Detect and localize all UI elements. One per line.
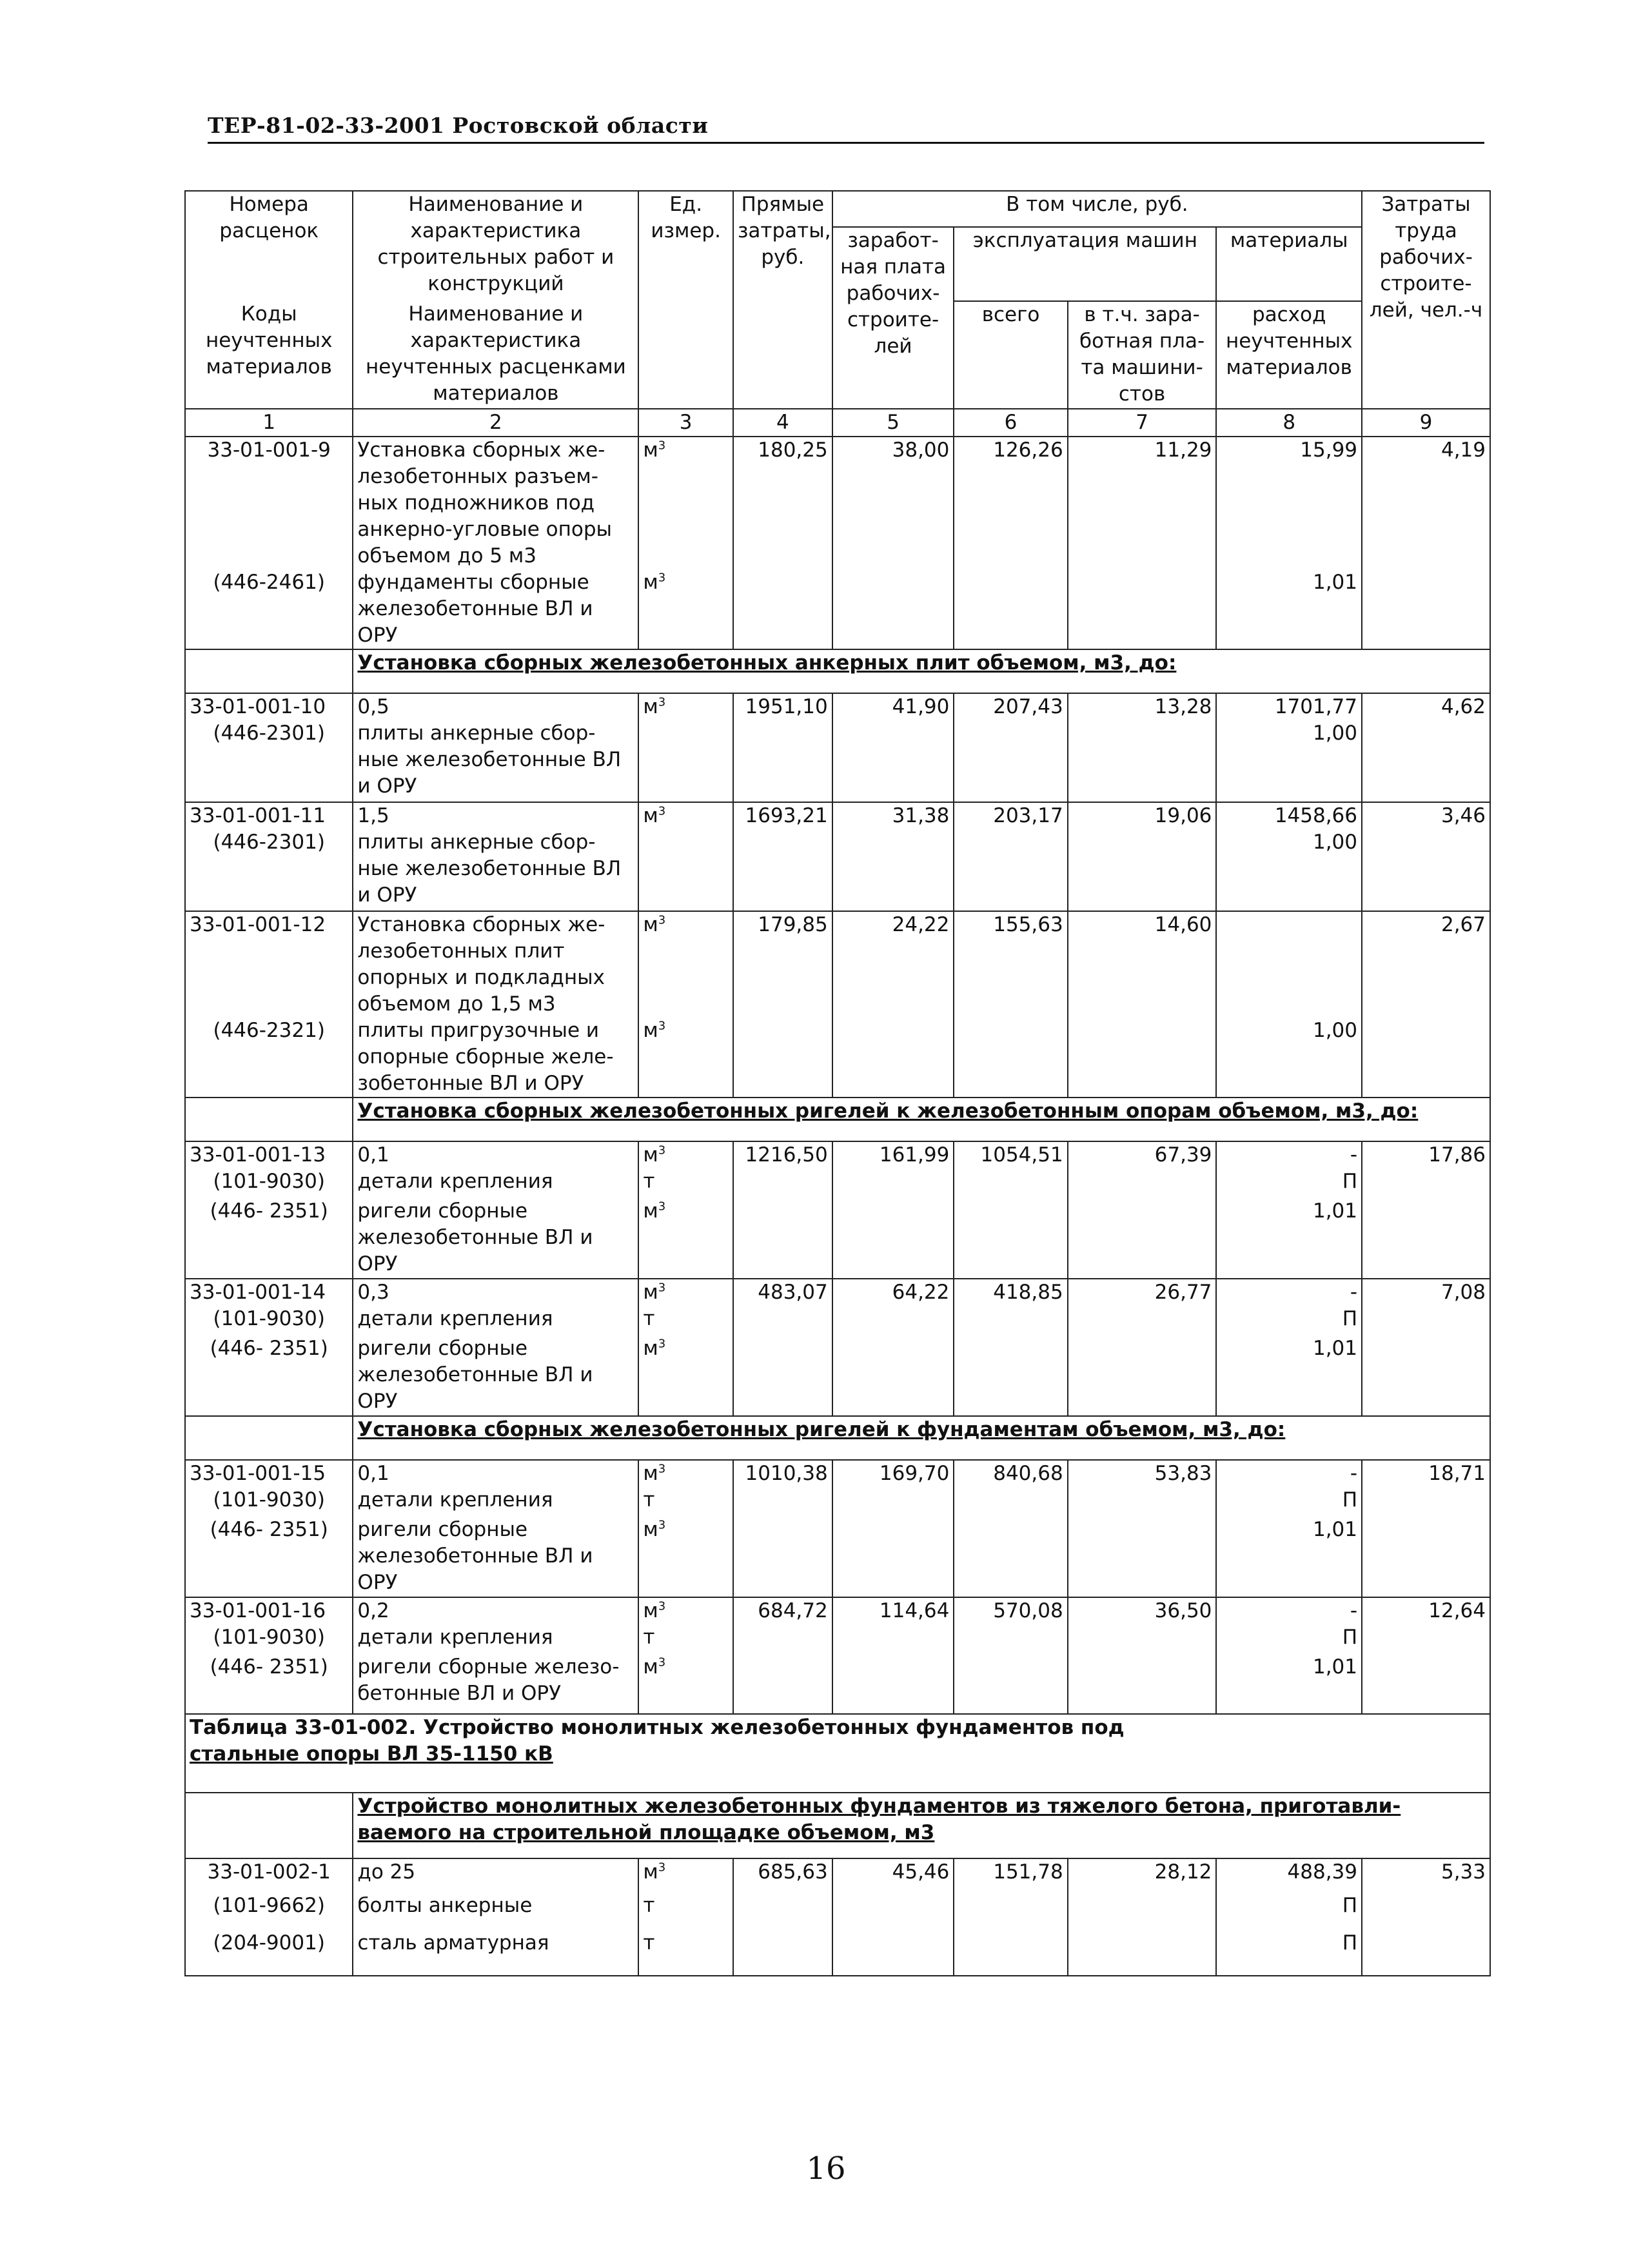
- rate-code: 33-01-001-9: [185, 437, 353, 569]
- document-title: ТЕР-81-02-33-2001 Ростовской области: [208, 113, 709, 138]
- rate-name: Установка сборных же-лезобетонных разъем-ных подножников под анкерно-угловые опоры объемом до 5 м3: [353, 437, 638, 569]
- rates-table: [184, 190, 1491, 1976]
- material-row: (101-9030) детали крепления т П: [185, 1306, 1490, 1335]
- header-machines: эксплуатация машин: [954, 227, 1216, 301]
- table-row: 33-01-002-1 до 25 $м^3$ 685,63 45,46 151,78 28,12 488,39 5,33: [185, 1858, 1490, 1893]
- header-group: В том числе, руб.: [832, 191, 1362, 227]
- section-title: Установка сборных железобетонных ригелей к фундаментам объемом, м3, до:: [357, 1418, 1286, 1441]
- table-row: 33-01-001-11 1,5 $м^3$ 1693,21 31,38 203,17 19,06 1458,66 3,46: [185, 802, 1490, 829]
- table-header-row: [185, 191, 1490, 227]
- material-row: (101-9030) детали крепления т П: [185, 1168, 1490, 1198]
- material-row: (101-9030) детали крепления т П: [185, 1487, 1490, 1517]
- material-row: (446- 2351) ригели сборные железобетонные ВЛ и ОРУ $м^3$ 1,01: [185, 1517, 1490, 1597]
- material-row: (446-2301) плиты анкерные сбор-ные железобетонные ВЛ и ОРУ 1,00: [185, 829, 1490, 911]
- material-row: (101-9662) болты анкерные т П: [185, 1893, 1490, 1930]
- header-unit: Ед. измер.: [638, 191, 733, 409]
- wage: 38,00: [832, 437, 954, 569]
- header-material-names: Наименование и характеристика неучтенных расценками материалов: [353, 301, 638, 409]
- index-cell: 4: [733, 409, 832, 437]
- machines-total: 126,26: [954, 437, 1067, 569]
- header-machines-total: всего: [954, 301, 1067, 409]
- section-row: [185, 1098, 1490, 1141]
- header-codes: Номера расценок: [185, 191, 353, 301]
- table-row: 33-01-001-9 Установка сборных же-лезобетонных разъем-ных подножников под анкерно-угловые опоры объемом до 5 м3 $м^3$ 180,25 38,00 126,26 11,29 15,99 4,19: [185, 437, 1490, 569]
- index-cell: 8: [1216, 409, 1362, 437]
- section-title: Устройство монолитных железобетонных фундаментов из тяжелого бетона, приготавли-ваемого на строительной площадке объемом, м3: [357, 1795, 1401, 1844]
- table-row: 33-01-001-13 0,1 $м^3$ 1216,50 161,99 1054,51 67,39 - 17,86: [185, 1141, 1490, 1168]
- index-cell: 6: [954, 409, 1067, 437]
- rate-name: 0,5: [353, 693, 638, 720]
- direct-costs: 180,25: [733, 437, 832, 569]
- material-row: (446-2461) фундаменты сборные железобетонные ВЛ и ОРУ $м^3$ 1,01: [185, 569, 1490, 649]
- material-row: (101-9030) детали крепления т П: [185, 1624, 1490, 1654]
- header-name: Наименование и характеристика строительных работ и конструкций: [353, 191, 638, 301]
- labor: 4,19: [1362, 437, 1490, 569]
- header-wage: заработ-ная плата рабочих-строите-лей: [832, 227, 954, 409]
- materials: 15,99: [1216, 437, 1362, 569]
- table-title-row: [185, 1714, 1490, 1793]
- section-row: [185, 649, 1490, 693]
- header-labor: Затраты труда рабочих-строите-лей, чел.-ч: [1362, 191, 1490, 409]
- index-cell: 2: [353, 409, 638, 437]
- table-row: 33-01-001-10 0,5 $м^3$ 1951,10 41,90 207,43 13,28 1701,77 4,62: [185, 693, 1490, 720]
- index-row: [185, 409, 1490, 437]
- index-cell: 1: [185, 409, 353, 437]
- table-row: 33-01-001-12 Установка сборных же-лезобетонных плит опорных и подкладных объемом до 1,5 м3 $м^3$ 179,85 24,22 155,63 14,60 2,67: [185, 911, 1490, 1018]
- section-row: [185, 1793, 1490, 1858]
- unit: м: [643, 438, 658, 462]
- material-row: (446- 2351) ригели сборные железо-бетонные ВЛ и ОРУ $м^3$ 1,01: [185, 1654, 1490, 1714]
- material-name: фундаменты сборные железобетонные ВЛ и ОРУ: [353, 569, 638, 649]
- section-title: Установка сборных железобетонных ригелей к железобетонным опорам объемом, м3, до:: [357, 1099, 1419, 1123]
- table-row: 33-01-001-15 0,1 $м^3$ 1010,38 169,70 840,68 53,83 - 18,71: [185, 1460, 1490, 1487]
- table-title-line2: стальные опоры ВЛ 35-1150 кВ: [190, 1742, 553, 1766]
- material-row: (446- 2351) ригели сборные железобетонные ВЛ и ОРУ $м^3$ 1,01: [185, 1335, 1490, 1416]
- page-number: 16: [806, 2151, 846, 2187]
- material-row: (446- 2351) ригели сборные железобетонные ВЛ и ОРУ $м^3$ 1,01: [185, 1198, 1490, 1279]
- section-row: [185, 1416, 1490, 1460]
- table-row: 33-01-001-16 0,2 $м^3$ 684,72 114,64 570,08 36,50 - 12,64: [185, 1597, 1490, 1624]
- header-material-codes: Коды неучтенных материалов: [185, 301, 353, 409]
- header-materials: материалы: [1216, 227, 1362, 301]
- header-machines-wage: в т.ч. зара-ботная пла-та машини-стов: [1068, 301, 1217, 409]
- material-row: (446-2321) плиты пригрузочные и опорные сборные желе-зобетонные ВЛ и ОРУ $м^3$ 1,00: [185, 1018, 1490, 1098]
- table-row: 33-01-001-14 0,3 $м^3$ 483,07 64,22 418,85 26,77 - 7,08: [185, 1279, 1490, 1306]
- page-header: [208, 110, 1484, 144]
- header-material-consumption: расход неучтенных материалов: [1216, 301, 1362, 409]
- index-cell: 3: [638, 409, 733, 437]
- header-direct-costs: Прямые затраты, руб.: [733, 191, 832, 409]
- table-title-line1: Таблица 33-01-002. Устройство монолитных железобетонных фундаментов под: [190, 1716, 1125, 1739]
- index-cell: 9: [1362, 409, 1490, 437]
- rate-code: 33-01-001-10: [185, 693, 353, 720]
- material-qty: 1,01: [1216, 569, 1362, 649]
- material-row: (204-9001) сталь арматурная т П: [185, 1930, 1490, 1976]
- material-row: (446-2301) плиты анкерные сбор-ные железобетонные ВЛ и ОРУ 1,00: [185, 720, 1490, 802]
- index-cell: 5: [832, 409, 954, 437]
- index-cell: 7: [1068, 409, 1217, 437]
- material-code: (446-2461): [185, 569, 353, 649]
- machines-wage: 11,29: [1068, 437, 1217, 569]
- section-title: Установка сборных железобетонных анкерных плит объемом, м3, до:: [357, 651, 1177, 675]
